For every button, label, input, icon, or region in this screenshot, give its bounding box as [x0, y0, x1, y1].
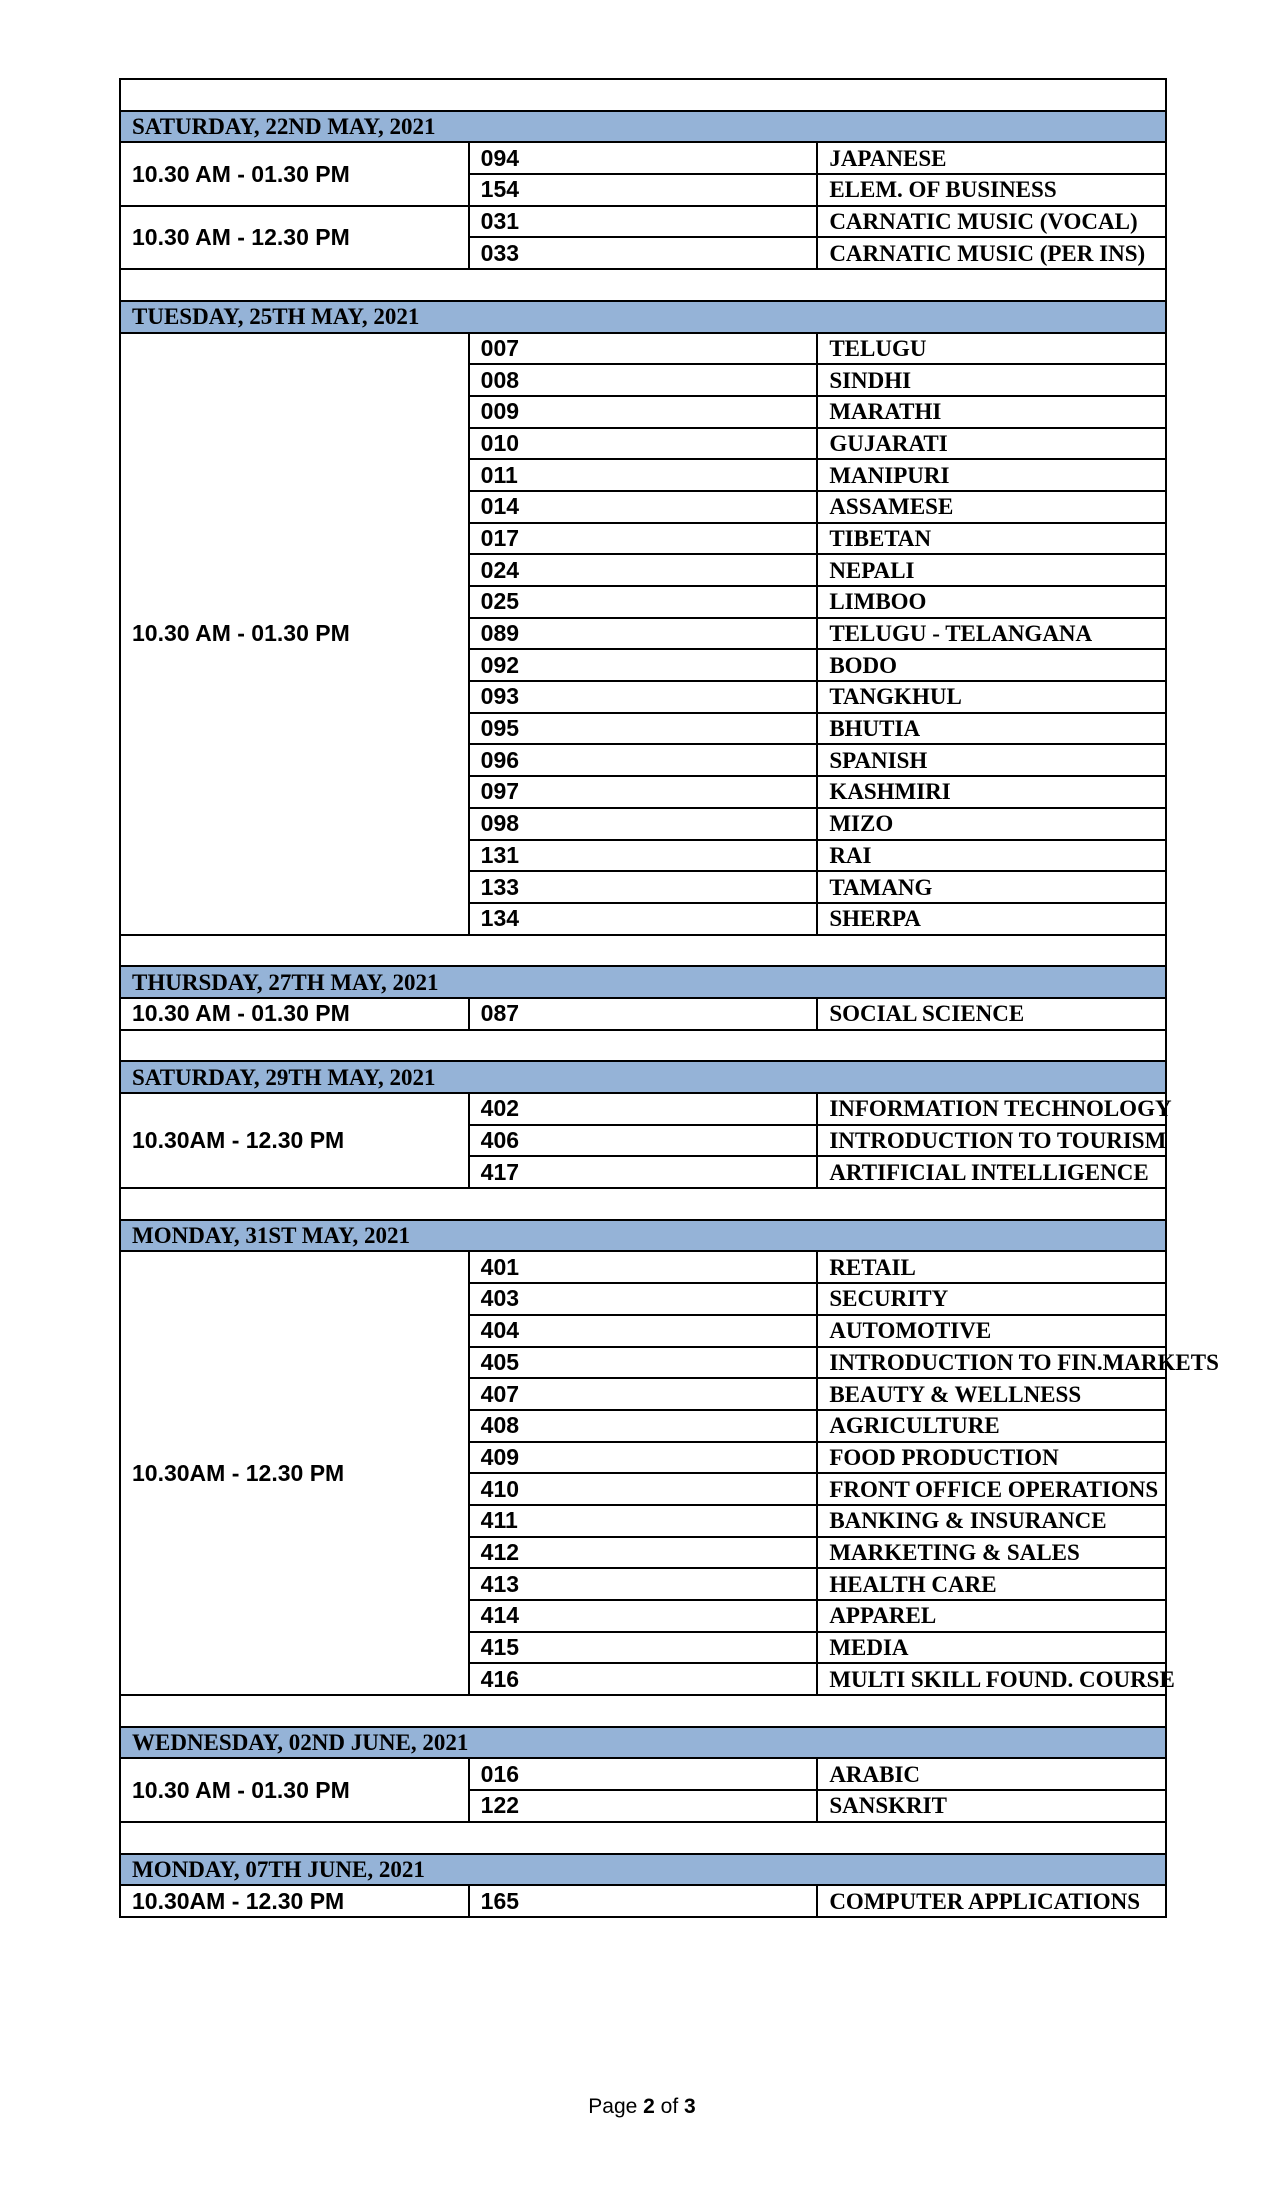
exam-time: 10.30 AM - 01.30 PM [120, 142, 469, 205]
spacer-row [120, 935, 1166, 967]
subject-code: 409 [469, 1442, 818, 1474]
subject-name: APPAREL [817, 1600, 1166, 1632]
subject-name: INFORMATION TECHNOLOGY [817, 1093, 1166, 1125]
date-header-row [120, 1727, 1166, 1759]
date-header-row [120, 1854, 1166, 1886]
footer-middle: of [654, 2095, 685, 2118]
subject-code: 010 [469, 428, 818, 460]
footer-total-pages: 3 [684, 2095, 696, 2118]
subject-name: ELEM. OF BUSINESS [817, 174, 1166, 206]
paper-row [120, 1885, 1166, 1917]
subject-name: RETAIL [817, 1251, 1166, 1283]
subject-code: 122 [469, 1790, 818, 1822]
date-header-row [120, 301, 1166, 333]
subject-name: SPANISH [817, 744, 1166, 776]
subject-code: 412 [469, 1537, 818, 1569]
date-header-row [120, 111, 1166, 143]
exam-time: 10.30AM - 12.30 PM [120, 1885, 469, 1917]
schedule-body [120, 79, 1219, 1917]
exam-time: 10.30AM - 12.30 PM [120, 1093, 469, 1188]
date-header-row [120, 1220, 1166, 1252]
spacer-cell [120, 1188, 1166, 1220]
subject-name: BODO [817, 649, 1166, 681]
footer-current-page: 2 [643, 2095, 655, 2118]
subject-name: BEAUTY & WELLNESS [817, 1378, 1166, 1410]
subject-code: 097 [469, 776, 818, 808]
subject-code: 011 [469, 459, 818, 491]
subject-code: 033 [469, 237, 818, 269]
date-header: SATURDAY, 29TH MAY, 2021 [120, 1061, 1166, 1093]
subject-code: 404 [469, 1315, 818, 1347]
subject-name: KASHMIRI [817, 776, 1166, 808]
subject-name: BANKING & INSURANCE [817, 1505, 1166, 1537]
subject-code: 094 [469, 142, 818, 174]
subject-code: 165 [469, 1885, 818, 1917]
subject-name: TELUGU - TELANGANA [817, 618, 1166, 650]
subject-code: 007 [469, 333, 818, 365]
subject-name: SECURITY [817, 1283, 1166, 1315]
subject-code: 131 [469, 840, 818, 872]
exam-time: 10.30 AM - 01.30 PM [120, 998, 469, 1030]
date-header: SATURDAY, 22ND MAY, 2021 [120, 111, 1166, 143]
subject-code: 402 [469, 1093, 818, 1125]
subject-code: 024 [469, 554, 818, 586]
subject-code: 405 [469, 1347, 818, 1379]
subject-name: FRONT OFFICE OPERATIONS [817, 1473, 1166, 1505]
subject-code: 134 [469, 903, 818, 935]
spacer-cell [120, 1822, 1166, 1854]
subject-code: 413 [469, 1568, 818, 1600]
spacer-row [120, 269, 1166, 301]
spacer-row [120, 1695, 1166, 1727]
date-header: MONDAY, 07TH JUNE, 2021 [120, 1854, 1166, 1886]
subject-code: 415 [469, 1632, 818, 1664]
subject-name: RAI [817, 840, 1166, 872]
date-header: WEDNESDAY, 02ND JUNE, 2021 [120, 1727, 1166, 1759]
date-header-row [120, 966, 1166, 998]
paper-row [120, 142, 1166, 174]
date-header: THURSDAY, 27TH MAY, 2021 [120, 966, 1166, 998]
spacer-row [120, 1188, 1166, 1220]
subject-name: HEALTH CARE [817, 1568, 1166, 1600]
spacer-cell [120, 269, 1166, 301]
subject-name: NEPALI [817, 554, 1166, 586]
subject-name: FOOD PRODUCTION [817, 1442, 1166, 1474]
subject-code: 411 [469, 1505, 818, 1537]
exam-time: 10.30 AM - 01.30 PM [120, 333, 469, 935]
subject-code: 016 [469, 1758, 818, 1790]
subject-name: TELUGU [817, 333, 1166, 365]
paper-row [120, 998, 1166, 1030]
subject-name: AGRICULTURE [817, 1410, 1166, 1442]
paper-row [120, 333, 1166, 365]
exam-time: 10.30 AM - 12.30 PM [120, 206, 469, 269]
subject-name: INTRODUCTION TO TOURISM [817, 1125, 1166, 1157]
subject-name: SANSKRIT [817, 1790, 1166, 1822]
paper-row [120, 1758, 1166, 1790]
subject-code: 089 [469, 618, 818, 650]
date-header: TUESDAY, 25TH MAY, 2021 [120, 301, 1166, 333]
subject-name: MANIPURI [817, 459, 1166, 491]
spacer-row [120, 79, 1166, 111]
page-footer [0, 2095, 1284, 2119]
subject-code: 410 [469, 1473, 818, 1505]
subject-code: 407 [469, 1378, 818, 1410]
subject-name: CARNATIC MUSIC (VOCAL) [817, 206, 1166, 238]
subject-name: COMPUTER APPLICATIONS [817, 1885, 1166, 1917]
subject-name: JAPANESE [817, 142, 1166, 174]
subject-code: 414 [469, 1600, 818, 1632]
subject-name: CARNATIC MUSIC (PER INS) [817, 237, 1166, 269]
subject-code: 416 [469, 1663, 818, 1695]
subject-code: 014 [469, 491, 818, 523]
subject-code: 031 [469, 206, 818, 238]
subject-code: 093 [469, 681, 818, 713]
paper-row [120, 1251, 1166, 1283]
subject-code: 417 [469, 1156, 818, 1188]
subject-name: MIZO [817, 808, 1166, 840]
subject-code: 408 [469, 1410, 818, 1442]
subject-code: 025 [469, 586, 818, 618]
subject-code: 154 [469, 174, 818, 206]
spacer-cell [120, 1695, 1166, 1727]
subject-code: 095 [469, 713, 818, 745]
spacer-cell [120, 79, 1166, 111]
subject-name: INTRODUCTION TO FIN.MARKETS [817, 1347, 1166, 1379]
subject-code: 406 [469, 1125, 818, 1157]
exam-schedule-table [119, 78, 1219, 1918]
subject-name: BHUTIA [817, 713, 1166, 745]
subject-name: LIMBOO [817, 586, 1166, 618]
subject-name: ARABIC [817, 1758, 1166, 1790]
subject-code: 096 [469, 744, 818, 776]
spacer-row [120, 1822, 1166, 1854]
subject-name: MULTI SKILL FOUND. COURSE [817, 1663, 1166, 1695]
spacer-row [120, 1030, 1166, 1062]
paper-row [120, 1093, 1166, 1125]
subject-code: 098 [469, 808, 818, 840]
subject-code: 403 [469, 1283, 818, 1315]
subject-code: 017 [469, 523, 818, 555]
subject-code: 092 [469, 649, 818, 681]
subject-name: TANGKHUL [817, 681, 1166, 713]
subject-name: AUTOMOTIVE [817, 1315, 1166, 1347]
subject-name: MARATHI [817, 396, 1166, 428]
footer-prefix: Page [588, 2095, 644, 2118]
subject-name: SOCIAL SCIENCE [817, 998, 1166, 1030]
subject-name: TAMANG [817, 871, 1166, 903]
subject-name: SINDHI [817, 364, 1166, 396]
subject-code: 087 [469, 998, 818, 1030]
exam-time: 10.30AM - 12.30 PM [120, 1251, 469, 1695]
exam-time: 10.30 AM - 01.30 PM [120, 1758, 469, 1821]
spacer-cell [120, 935, 1166, 967]
subject-name: SHERPA [817, 903, 1166, 935]
subject-code: 008 [469, 364, 818, 396]
subject-name: MEDIA [817, 1632, 1166, 1664]
subject-name: MARKETING & SALES [817, 1537, 1166, 1569]
subject-code: 133 [469, 871, 818, 903]
subject-name: ASSAMESE [817, 491, 1166, 523]
subject-code: 401 [469, 1251, 818, 1283]
date-header-row [120, 1061, 1166, 1093]
paper-row [120, 206, 1166, 238]
subject-name: TIBETAN [817, 523, 1166, 555]
subject-code: 009 [469, 396, 818, 428]
subject-name: ARTIFICIAL INTELLIGENCE [817, 1156, 1166, 1188]
date-header: MONDAY, 31ST MAY, 2021 [120, 1220, 1166, 1252]
subject-name: GUJARATI [817, 428, 1166, 460]
spacer-cell [120, 1030, 1166, 1062]
